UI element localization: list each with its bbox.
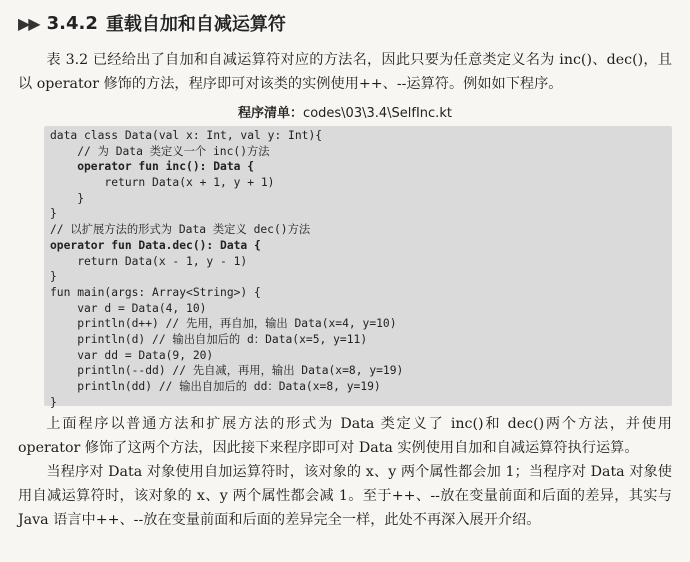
code-comment-line: // 以扩展方法的形式为 Data 类定义 dec()方法: [50, 223, 311, 237]
section-number: 3.4.2: [46, 12, 98, 34]
code-line: }: [50, 191, 85, 205]
code-line: var d = Data(4, 10): [50, 301, 207, 315]
code-line: println(--dd) // 先自减，再用，输出 Data(x=8, y=19): [50, 364, 404, 378]
section-heading: [18, 10, 286, 36]
code-listing: [44, 126, 672, 410]
code-line: }: [50, 207, 57, 221]
code-block: [44, 126, 672, 409]
code-line: return Data(x + 1, y + 1): [50, 176, 275, 190]
code-line: fun main(args: Array<String>) {: [50, 285, 261, 299]
intro-paragraph: 表 3.2 已经给出了自加和自减运算符对应的方法名，因此只要为任意类定义名为 inc()、dec()，且以 operator 修饰的方法，程序即可对该类的实例使用++、--运算符。例如如下程序。: [18, 52, 672, 92]
code-line: var dd = Data(9, 20): [50, 348, 214, 362]
explanation-paragraph: 当程序对 Data 对象使用自加运算符时，该对象的 x、y 两个属性都会加 1；当程序对 Data 对象使用自减运算符时，该对象的 x、y 两个属性都会减 1。至于++、--放在变量前面和后面的差异，其实与 Java 语言中++、--放在变量前面和后面的差异完全一样，此处不再深入展开介绍。: [18, 464, 672, 528]
code-line: operator fun Data.dec(): Data {: [50, 238, 261, 252]
code-line: println(d) // 输出自加后的 d：Data(x=5, y=11): [50, 332, 368, 346]
after-code-paragraph: 上面程序以普通方法和扩展方法的形式为 Data 类定义了 inc()和 dec()两个方法，并使用 operator 修饰了这两个方法，因此接下来程序即可对 Data 实例使用自加和自减运算符执行运算。: [18, 416, 672, 456]
code-line: }: [50, 395, 57, 409]
section-title: 重载自加和自减运算符: [105, 14, 286, 35]
code-line: println(dd) // 输出自加后的 dd：Data(x=8, y=19): [50, 380, 381, 393]
code-line: operator fun inc(): Data {: [50, 160, 255, 174]
listing-caption: [0, 102, 690, 121]
code-line: return Data(x - 1, y - 1): [50, 254, 248, 268]
code-line: println(d++) // 先用，再自加，输出 Data(x=4, y=10): [50, 317, 397, 331]
listing-path: codes\03\3.4\SelfInc.kt: [303, 106, 452, 121]
code-line: }: [50, 270, 57, 284]
code-comment-line: // 为 Data 类定义一个 inc()方法: [50, 144, 270, 158]
double-arrow-icon: ▶▶: [18, 13, 39, 33]
code-line: data class Data(val x: Int, val y: Int){: [50, 129, 323, 142]
listing-label: 程序清单：: [238, 106, 304, 121]
